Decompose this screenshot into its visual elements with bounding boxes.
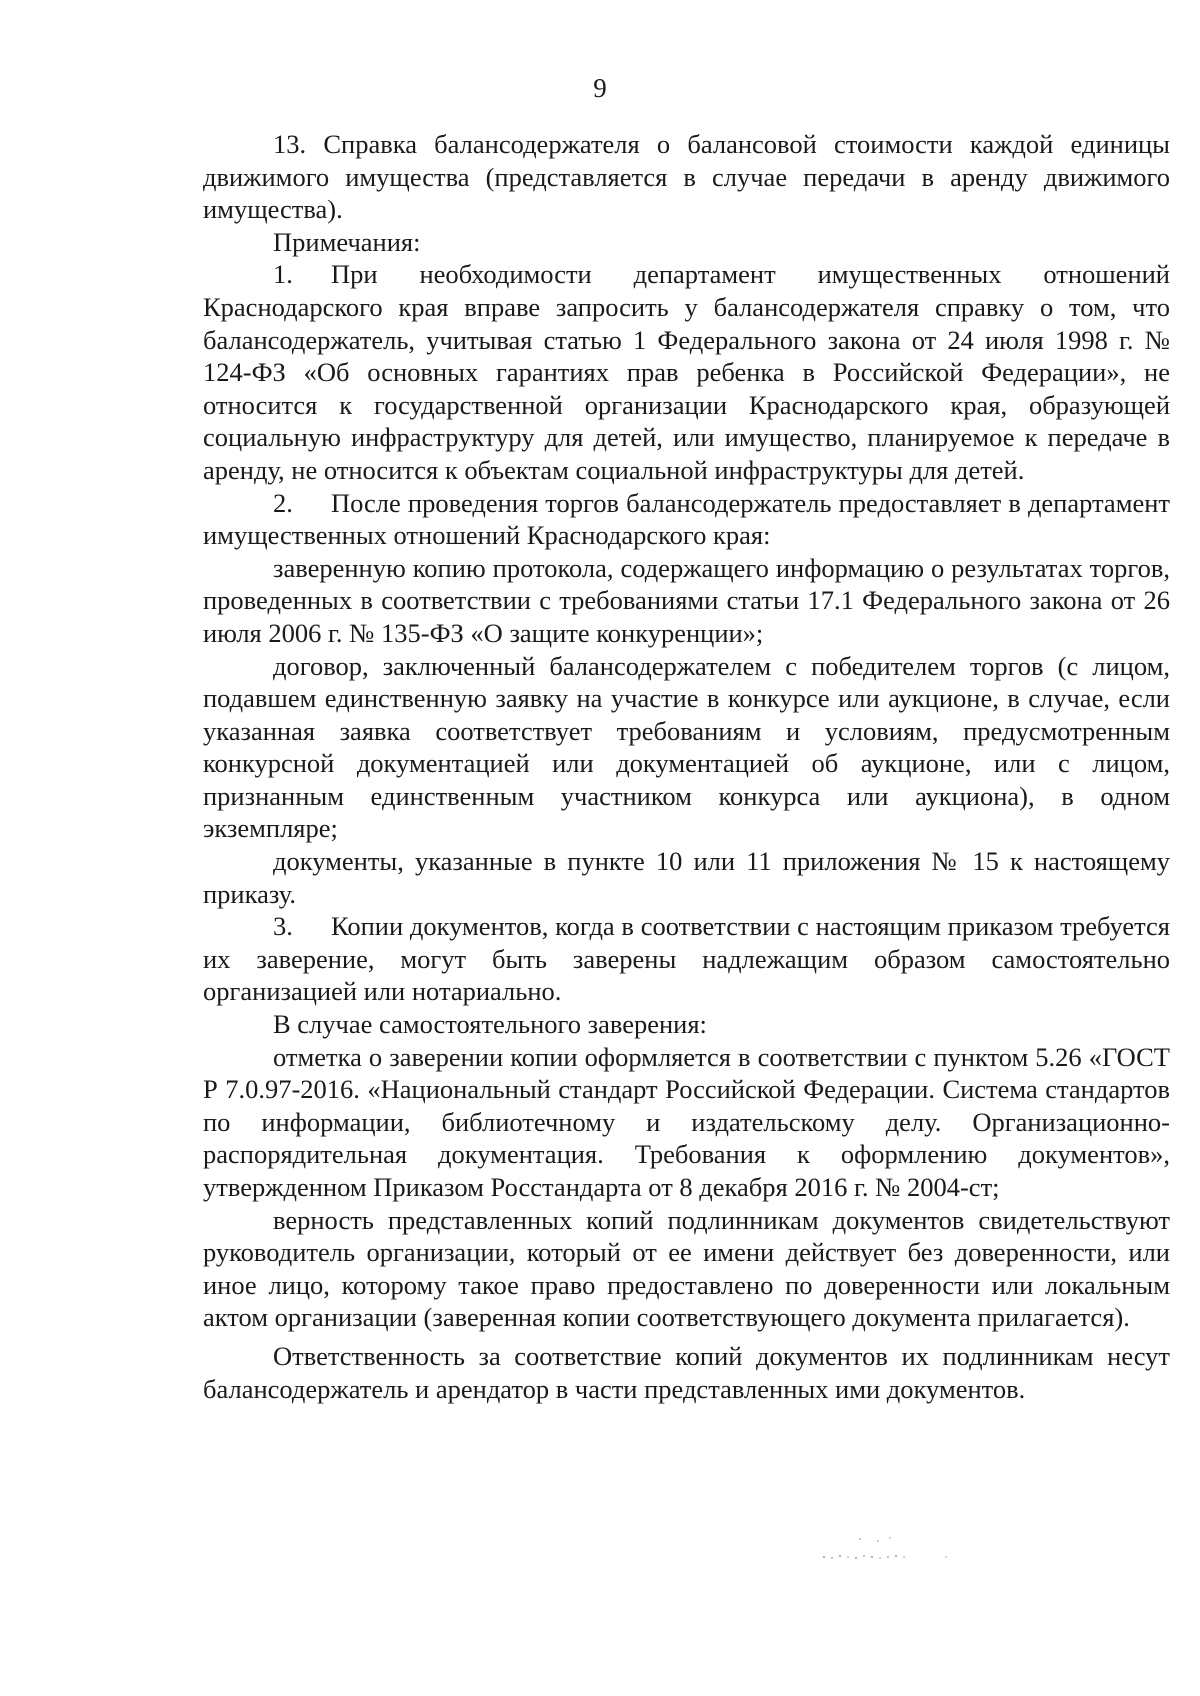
- note-3-text: Копии документов, когда в соответствии с настоящим приказом требуется их заверение, могут быть заверены надлежащим образом самостоятельно организацией или нотариально.: [203, 911, 1170, 1007]
- note-2-item-protocol: заверенную копию протокола, содержащего информацию о результатах торгов, проведенных в соответствии с требованиями статьи 17.1 Федерального закона от 26 июля 2006 г. № 135-ФЗ «О защите конкуренции»;: [203, 552, 1170, 648]
- self-certification-mark: отметка о заверении копии оформляется в соответствии с пунктом 5.26 «ГОСТ Р 7.0.97-2016. «Национальный стандарт Российской Федерации. Система стандартов по информации, библиотечному и издательскому делу. Организационно-распорядительная документация. Требования к оформлению документов», утвержденном Приказом Росстандарта от 8 декабря 2016 г. № 2004-ст;: [203, 1041, 1170, 1202]
- paragraph-13: 13. Справка балансодержателя о балансовой стоимости каждой единицы движимого имущества (представляется в случае передачи в аренду движимого имущества).: [203, 129, 1170, 225]
- note-2-item-documents: документы, указанные в пункте 10 или 11 приложения № 15 к настоящему приказу.: [203, 846, 1170, 909]
- self-certification-heading: В случае самостоятельного заверения:: [273, 1009, 707, 1040]
- page-number: 9: [593, 73, 607, 103]
- self-certification-fidelity: верность представленных копий подлинникам документов свидетельствуют руководитель организации, который от ее имени действует без доверенности, или иное лицо, которому такое право предоставлено по доверенности или локальным актом организации (заверенная копии соответствующего документа прилагается).: [203, 1204, 1170, 1333]
- note-2-item-contract: договор, заключенный балансодержателем с победителем торгов (с лицом, подавшем единственную заявку на участие в конкурсе или аукционе, в случае, если указанная заявка соответствует требованиям и условиям, предусмотренным конкурсной документацией или документацией об аукционе, или с лицом, признанным единственным участником конкурса или аукциона), в одном экземпляре;: [203, 650, 1170, 844]
- responsibility-paragraph: Ответственность за соответствие копий документов их подлинникам несут балансодержатель и арендатор в части представленных ими документов.: [203, 1340, 1170, 1404]
- notes-heading: Примечания:: [273, 226, 421, 257]
- note-3: [203, 910, 1170, 1008]
- note-3-number: 3.: [273, 911, 293, 942]
- note-1-text: При необходимости департамент имущественных отношений Краснодарского края вправе запросить у балансодержателя справку о том, что балансодержатель, учитывая статью 1 Федерального закона от 24 июля 1998 г. № 124-ФЗ «Об основных гарантиях прав ребенка в Российской Федерации», не относится к государственной организации Краснодарского края, образующей социальную инфраструктуру для детей, или имущество, планируемое к передаче в аренду, не относится к объектам социальной инфраструктуры для детей.: [203, 259, 1170, 485]
- note-2-number: 2.: [273, 487, 293, 518]
- scan-artifact: [820, 1535, 950, 1565]
- note-2: [203, 487, 1170, 552]
- note-2-text: После проведения торгов балансодержатель предоставляет в департамент имущественных отношений Краснодарского края:: [203, 487, 1170, 551]
- note-1: [203, 258, 1170, 486]
- document-body: [203, 128, 1170, 1405]
- note-1-number: 1.: [273, 259, 293, 290]
